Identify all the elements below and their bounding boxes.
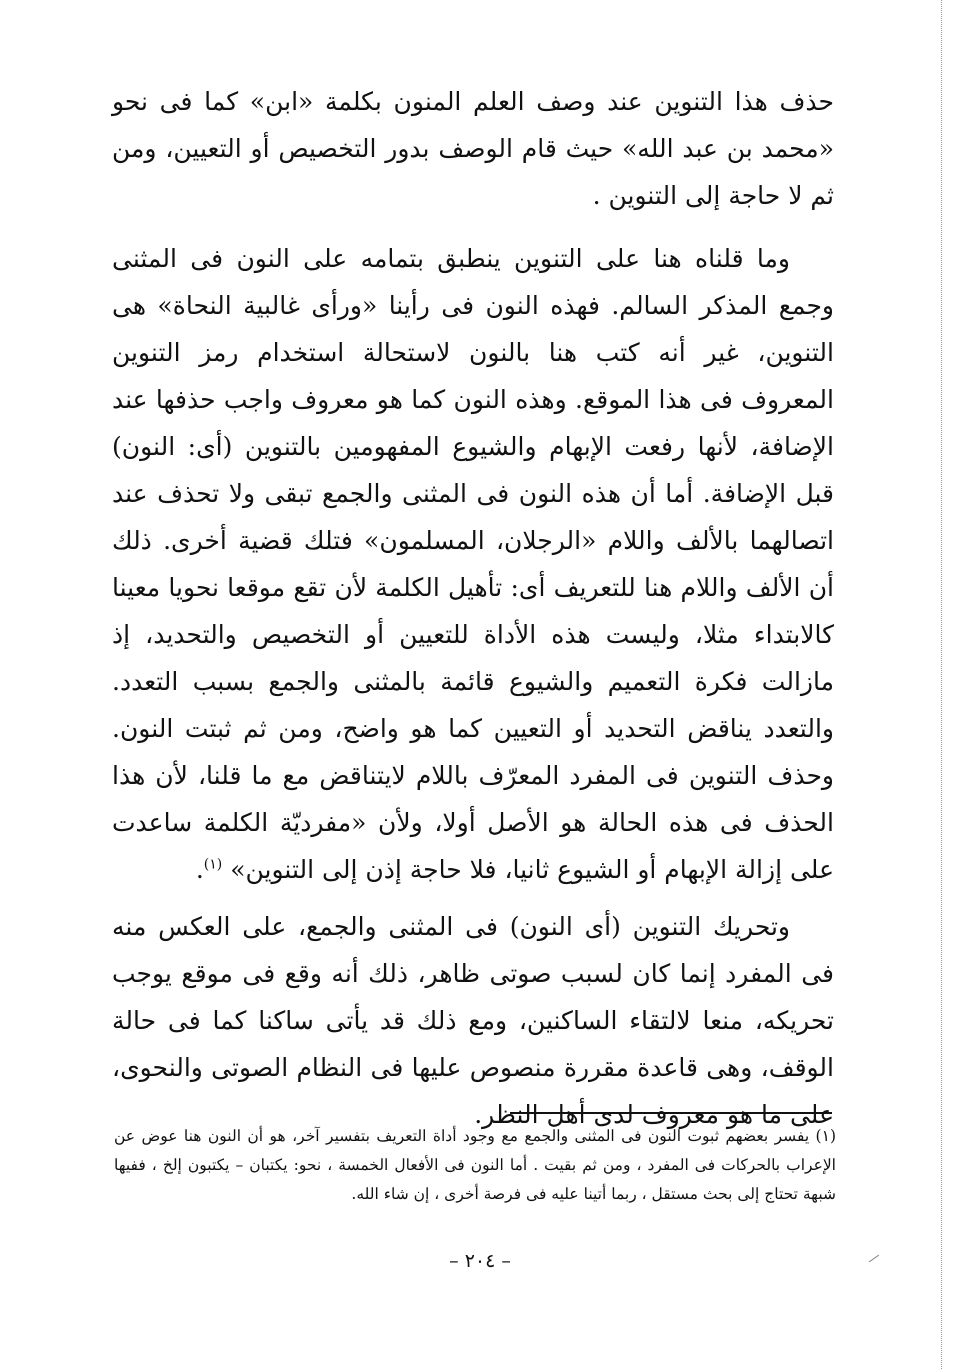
page-edge-dotted-line [941, 0, 942, 1369]
footnote-reference: (١) [203, 856, 223, 873]
main-text-body [112, 78, 834, 1138]
paragraph-3: وتحريك التنوين (أى النون) فى المثنى والجمع، على العكس منه فى المفرد إنما كان لسبب صوتى ظاهر، ذلك أنه وقع فى موقع يوجب تحريكه، منعا لالتقاء الساكنين، ومع ذلك قد يأتى ساكنا كما فى حالة الوقف، وهى قاعدة مقررة منصوص عليها فى النظام الصوتى والنحوى، على ما هو معروف لدى أهل النظر. [112, 912, 834, 1129]
scan-mark [869, 1255, 879, 1263]
paragraph-2-text: وما قلناه هنا على التنوين ينطبق بتمامه على النون فى المثنى وجمع المذكر السالم. فهذه النون فى رأينا «ورأى غالبية النحاة» هى التنوين، غير أنه كتب هنا بالنون لاستحالة استخدام رمز التنوين المعروف فى هذا الموقع. وهذه النون كما هو معروف واجب حذفها عند الإضافة، لأنها رفعت الإبهام والشيوع المفهومين بالتنوين (أى: النون) قبل الإضافة. أما أن هذه النون فى المثنى والجمع تبقى ولا تحذف عند اتصالهما بالألف واللام «الرجلان، المسلمون» فتلك قضية أخرى. ذلك أن الألف واللام هنا للتعريف أى: تأهيل الكلمة لأن تقع موقعا نحويا معينا كالابتداء مثلا، وليست هذه الأداة للتعيين أو التخصيص والتحديد، إذ مازالت فكرة التعميم والشيوع قائمة بالمثنى والجمع بسبب التعدد. والتعدد يناقض التحديد أو التعيين كما هو واضح، ومن ثم ثبتت النون. وحذف التنوين فى المفرد المعرّف باللام لايتناقض مع ما قلنا، لأن هذا الحذف فى هذه الحالة هو الأصل أولا، ولأن «مفرديّة الكلمة ساعدت على إزالة الإبهام أو الشيوع ثانيا، فلا حاجة إذن إلى التنوين» [112, 244, 835, 884]
paragraph-2-end-mark: . [195, 855, 204, 884]
page-number: – ٢٠٤ – [449, 1250, 511, 1272]
footnote-1: (١) يفسر بعضهم ثبوت النون فى المثنى والجمع مع وجود أداة التعريف بتفسير آخر، هو أن النون هنا عوض عن الإعراب بالحركات فى المفرد ، ومن ثم بقيت . أما النون فى الأفعال الخمسة ، نحو: يكتبان – يكتبون إلخ ، ففيها شبهة تحتاج إلى بحث مستقل ، ربما أتينا عليه فى فرصة أخرى ، إن شاء الله. [114, 1127, 836, 1203]
footnote-block [114, 1122, 836, 1209]
footnote-separator [510, 1112, 832, 1114]
paragraph-1: حذف هذا التنوين عند وصف العلم المنون بكلمة «ابن» كما فى نحو «محمد بن عبد الله» حيث قام الوصف بدور التخصيص أو التعيين، ومن ثم لا حاجة إلى التنوين . [112, 87, 834, 210]
paragraph-2 [112, 235, 834, 893]
